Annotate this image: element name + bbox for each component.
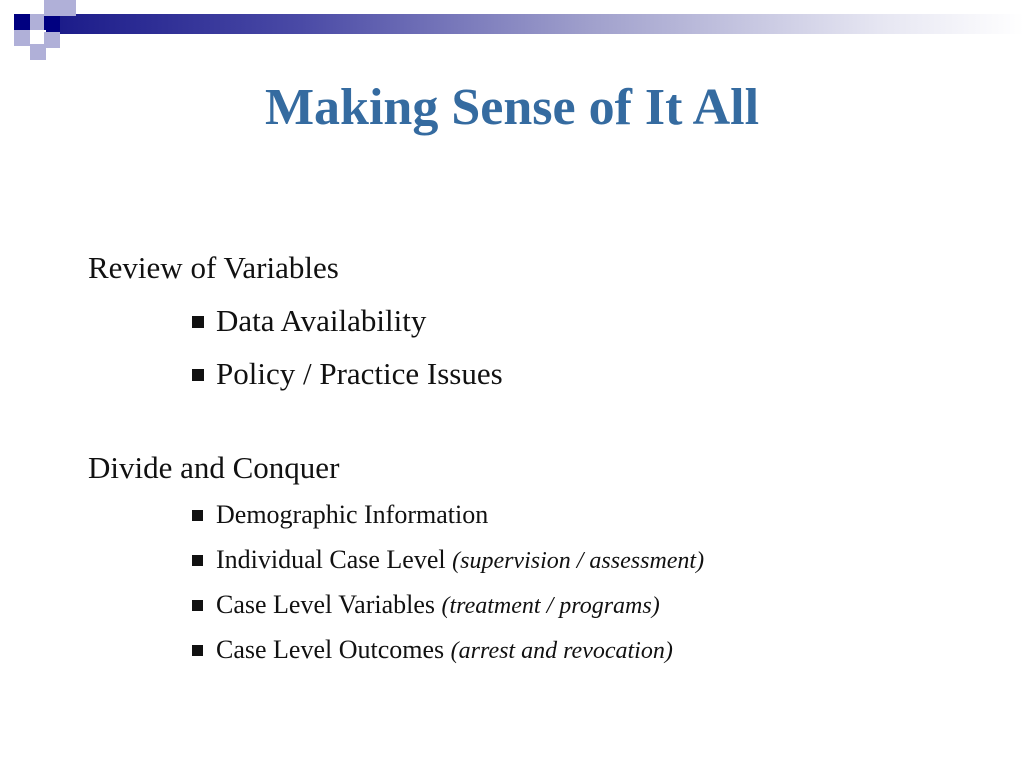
header-square-dark [14, 14, 30, 30]
header-square-dark [44, 16, 60, 32]
bullet-note: (supervision / assessment) [452, 548, 705, 574]
square-bullet-icon [192, 510, 203, 521]
slide-header-decoration [0, 0, 1024, 64]
square-bullet-icon [192, 645, 203, 656]
bullet-item [88, 347, 988, 400]
bullet-text: Individual Case Level [216, 545, 453, 574]
header-square-light [44, 0, 60, 16]
section-heading: Review of Variables [88, 250, 339, 285]
header-square-light [44, 32, 60, 48]
bullet-text: Demographic Information [216, 500, 489, 529]
square-bullet-icon [192, 600, 203, 611]
bullet-text: Case Level Variables [216, 590, 442, 619]
bullet-text: Data Availability [216, 303, 427, 338]
bullet-item [88, 492, 988, 537]
bullet-text: Policy / Practice Issues [216, 356, 503, 391]
header-square-light [14, 30, 30, 46]
square-bullet-icon [192, 316, 204, 328]
square-bullet-icon [192, 555, 203, 566]
header-gradient-bar [60, 14, 1024, 34]
bullet-item [88, 582, 988, 627]
slide-body [88, 244, 988, 672]
bullet-item [88, 537, 988, 582]
square-bullet-icon [192, 369, 204, 381]
header-square-light [60, 0, 76, 16]
section-heading: Divide and Conquer [88, 450, 340, 485]
bullet-note: (treatment / programs) [441, 593, 660, 619]
bullet-item [88, 294, 988, 347]
bullet-note: (arrest and revocation) [450, 638, 673, 664]
slide-title: Making Sense of It All [264, 79, 760, 136]
bullet-text: Case Level Outcomes [216, 635, 451, 664]
bullet-item [88, 627, 988, 672]
